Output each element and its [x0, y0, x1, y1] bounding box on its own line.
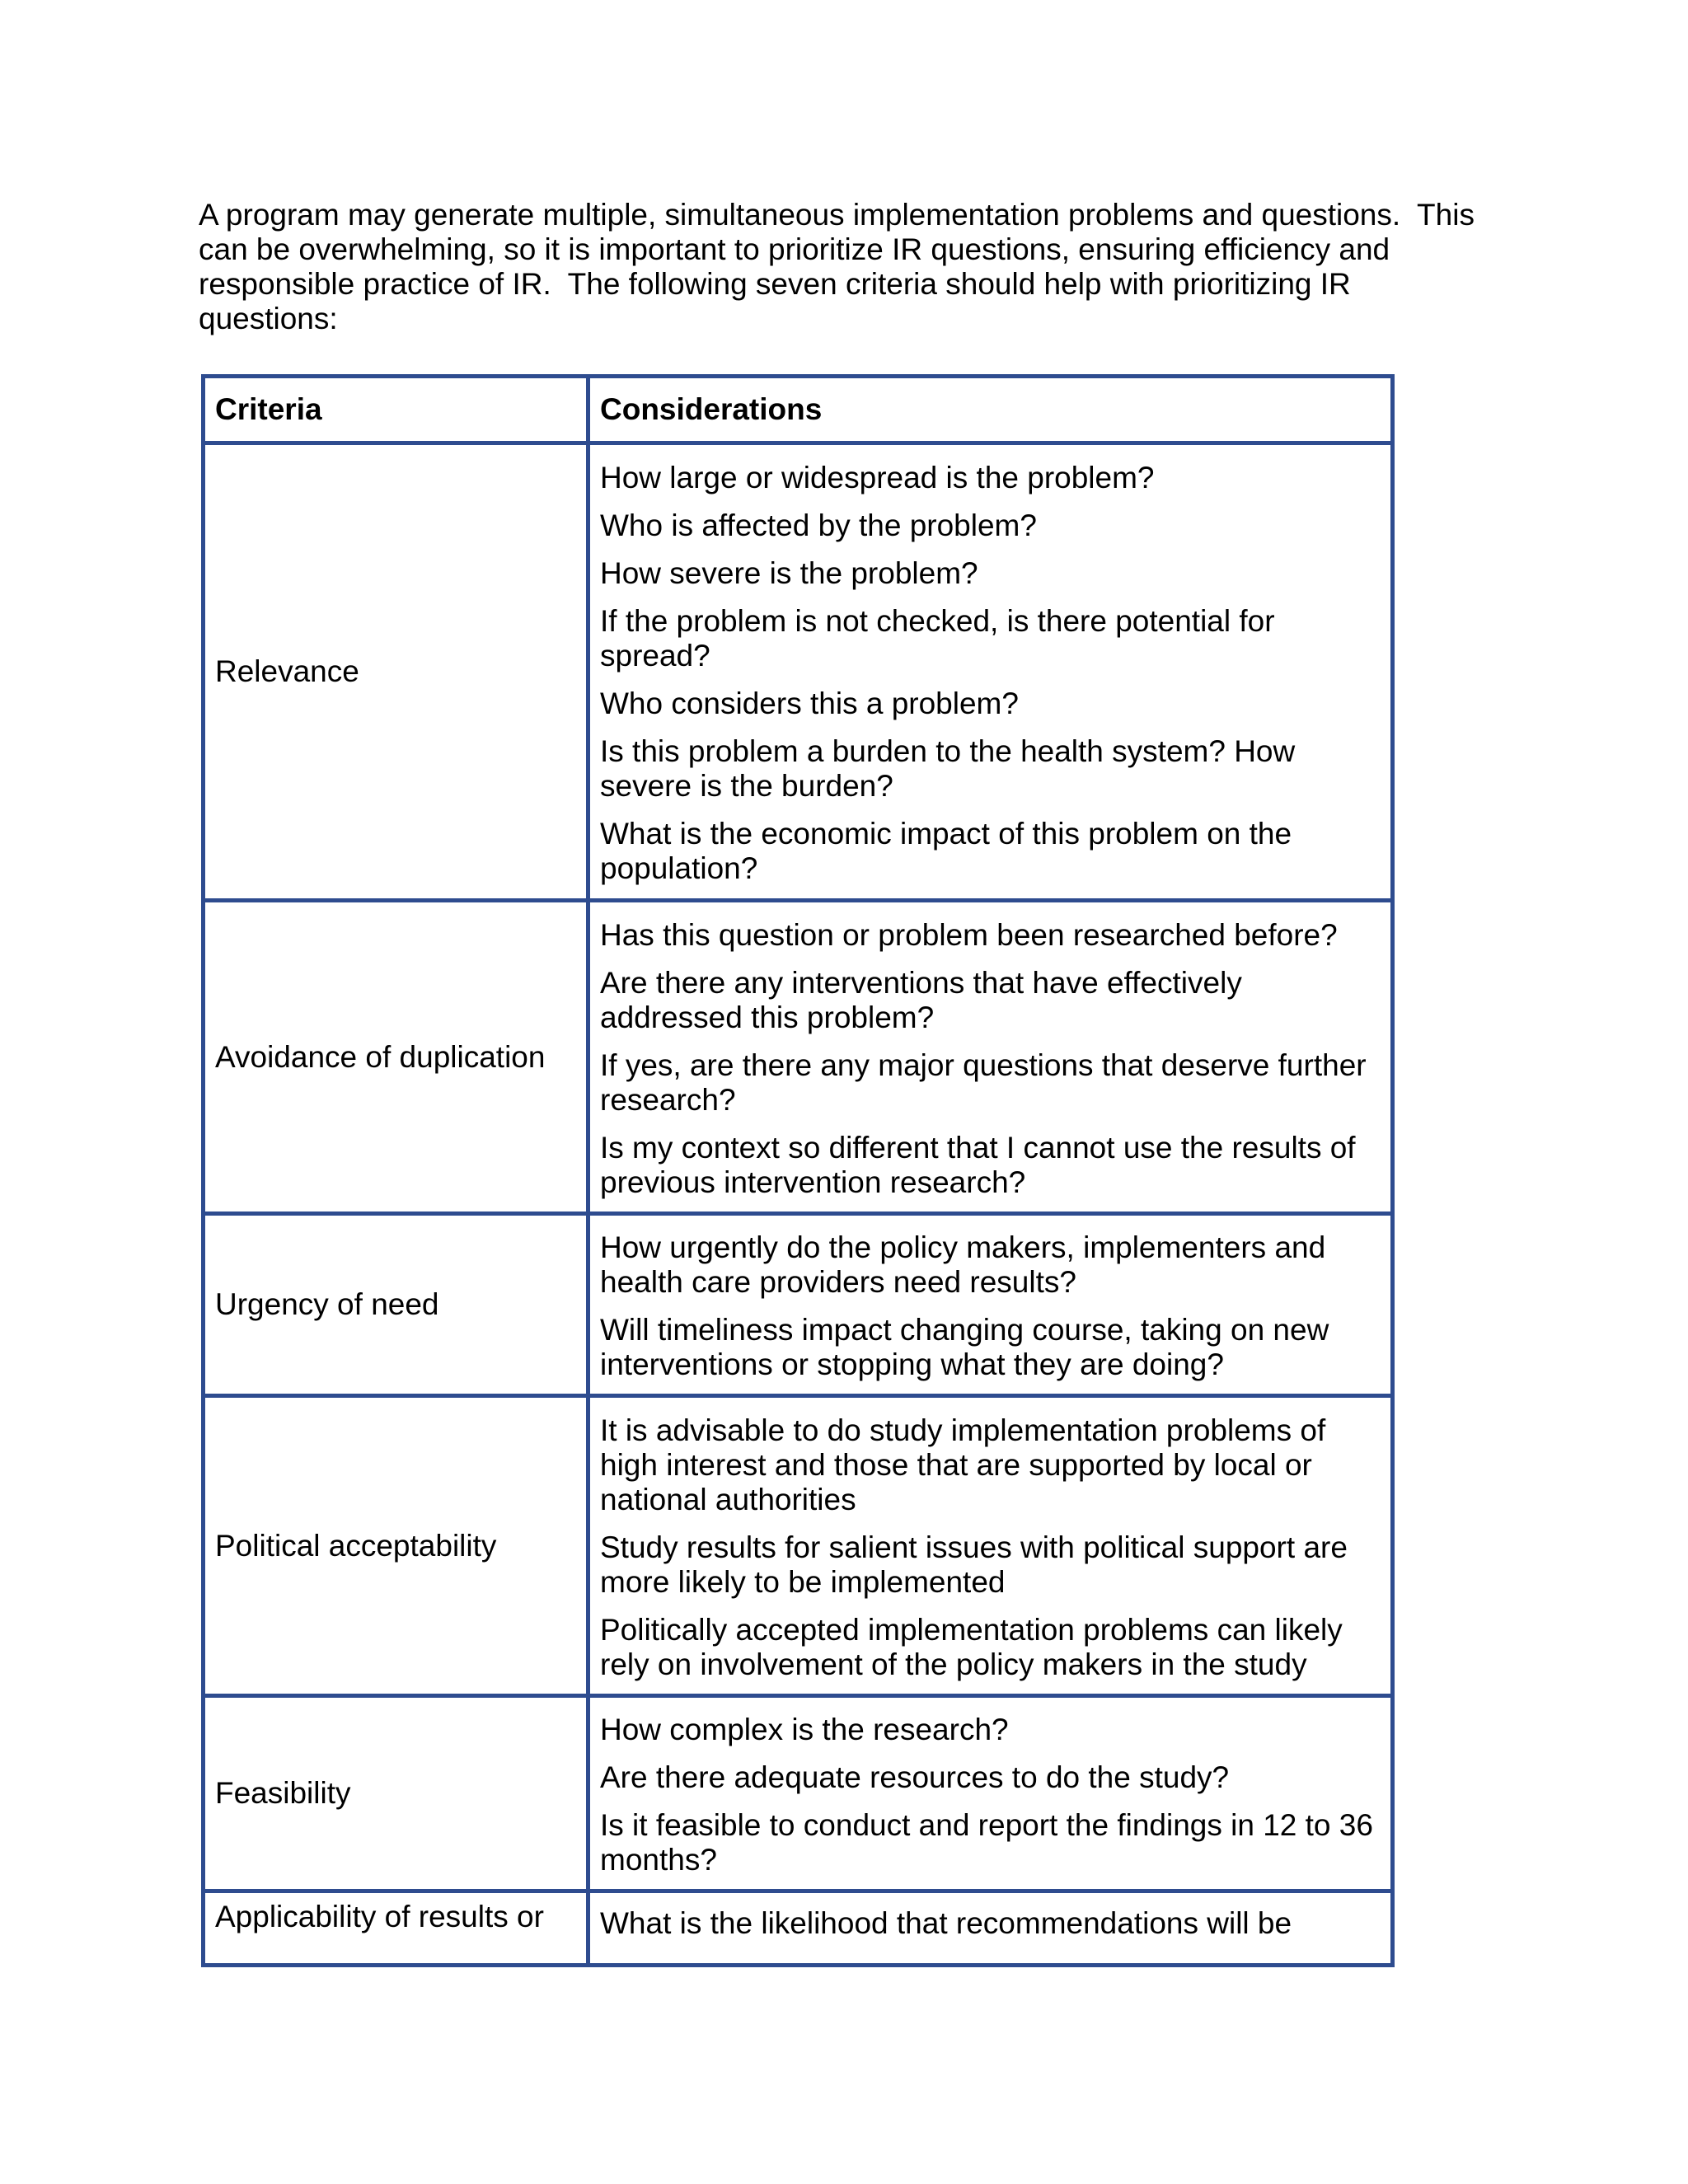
consideration-item: Is my context so different that I cannot use the results of previous intervention research? — [600, 1130, 1356, 1199]
criteria-cell: Urgency of need — [204, 1214, 588, 1396]
consideration-item: Are there any interventions that have effectively addressed this problem? — [600, 965, 1242, 1034]
criteria-header: Criteria — [204, 377, 588, 443]
criteria-text: Applicability of results or — [215, 1900, 544, 1933]
intro-paragraph — [199, 198, 1517, 336]
consideration-item: How complex is the research? — [600, 1713, 1009, 1746]
consideration-item: Is it feasible to conduct and report the findings in 12 to 36 months? — [600, 1808, 1373, 1877]
intro-line: responsible practice of IR. The following seven criteria should help with prioritizing IR — [199, 267, 1351, 301]
criteria-table — [201, 374, 1395, 1967]
criteria-cell: Avoidance of duplication — [204, 901, 588, 1214]
table-header-row — [204, 377, 1393, 443]
consideration-item: How urgently do the policy makers, implementers and health care providers need results? — [600, 1230, 1326, 1299]
considerations-cell — [588, 443, 1393, 901]
consideration-item: Will timeliness impact changing course, taking on new interventions or stopping what they are doing? — [600, 1313, 1329, 1381]
consideration-item: Politically accepted implementation problems can likely rely on involvement of the policy makers in the study — [600, 1612, 1343, 1681]
criteria-cell: Feasibility — [204, 1696, 588, 1891]
table-row — [204, 1396, 1393, 1696]
criteria-cell: Relevance — [204, 443, 588, 901]
consideration-item: If yes, are there any major questions that deserve further research? — [600, 1047, 1367, 1117]
consideration-item: How large or widespread is the problem? — [600, 461, 1155, 494]
considerations-cell — [588, 1891, 1393, 1966]
considerations-header: Considerations — [588, 377, 1393, 443]
intro-line: A program may generate multiple, simultaneous implementation problems and questions. This — [199, 198, 1475, 232]
considerations-cell — [588, 901, 1393, 1214]
table-row — [204, 1891, 1393, 1966]
criteria-cell — [204, 1891, 588, 1966]
table-row — [204, 1696, 1393, 1891]
consideration-item: How severe is the problem? — [600, 556, 978, 590]
consideration-item: It is advisable to do study implementation problems of high interest and those that are supported by local or national authorities — [600, 1413, 1326, 1516]
considerations-cell — [588, 1396, 1393, 1696]
consideration-item: Who is affected by the problem? — [600, 509, 1037, 542]
criteria-cell: Political acceptability — [204, 1396, 588, 1696]
consideration-item: Is this problem a burden to the health system? How severe is the burden? — [600, 734, 1296, 803]
table-row — [204, 443, 1393, 901]
considerations-cell — [588, 1696, 1393, 1891]
consideration-item: Are there adequate resources to do the study? — [600, 1760, 1230, 1794]
table-row — [204, 1214, 1393, 1396]
considerations-cell — [588, 1214, 1393, 1396]
consideration-item: What is the likelihood that recommendations will be — [600, 1906, 1292, 1940]
consideration-item: What is the economic impact of this problem on the population? — [600, 817, 1292, 885]
intro-line: questions: — [199, 302, 338, 335]
consideration-item: Who considers this a problem? — [600, 687, 1019, 720]
intro-line: can be overwhelming, so it is important to prioritize IR questions, ensuring efficiency and — [199, 232, 1390, 266]
consideration-item: If the problem is not checked, is there potential for spread? — [600, 604, 1275, 673]
table-row — [204, 901, 1393, 1214]
consideration-item: Has this question or problem been researched before? — [600, 917, 1338, 952]
consideration-item: Study results for salient issues with political support are more likely to be implemented — [600, 1530, 1348, 1599]
